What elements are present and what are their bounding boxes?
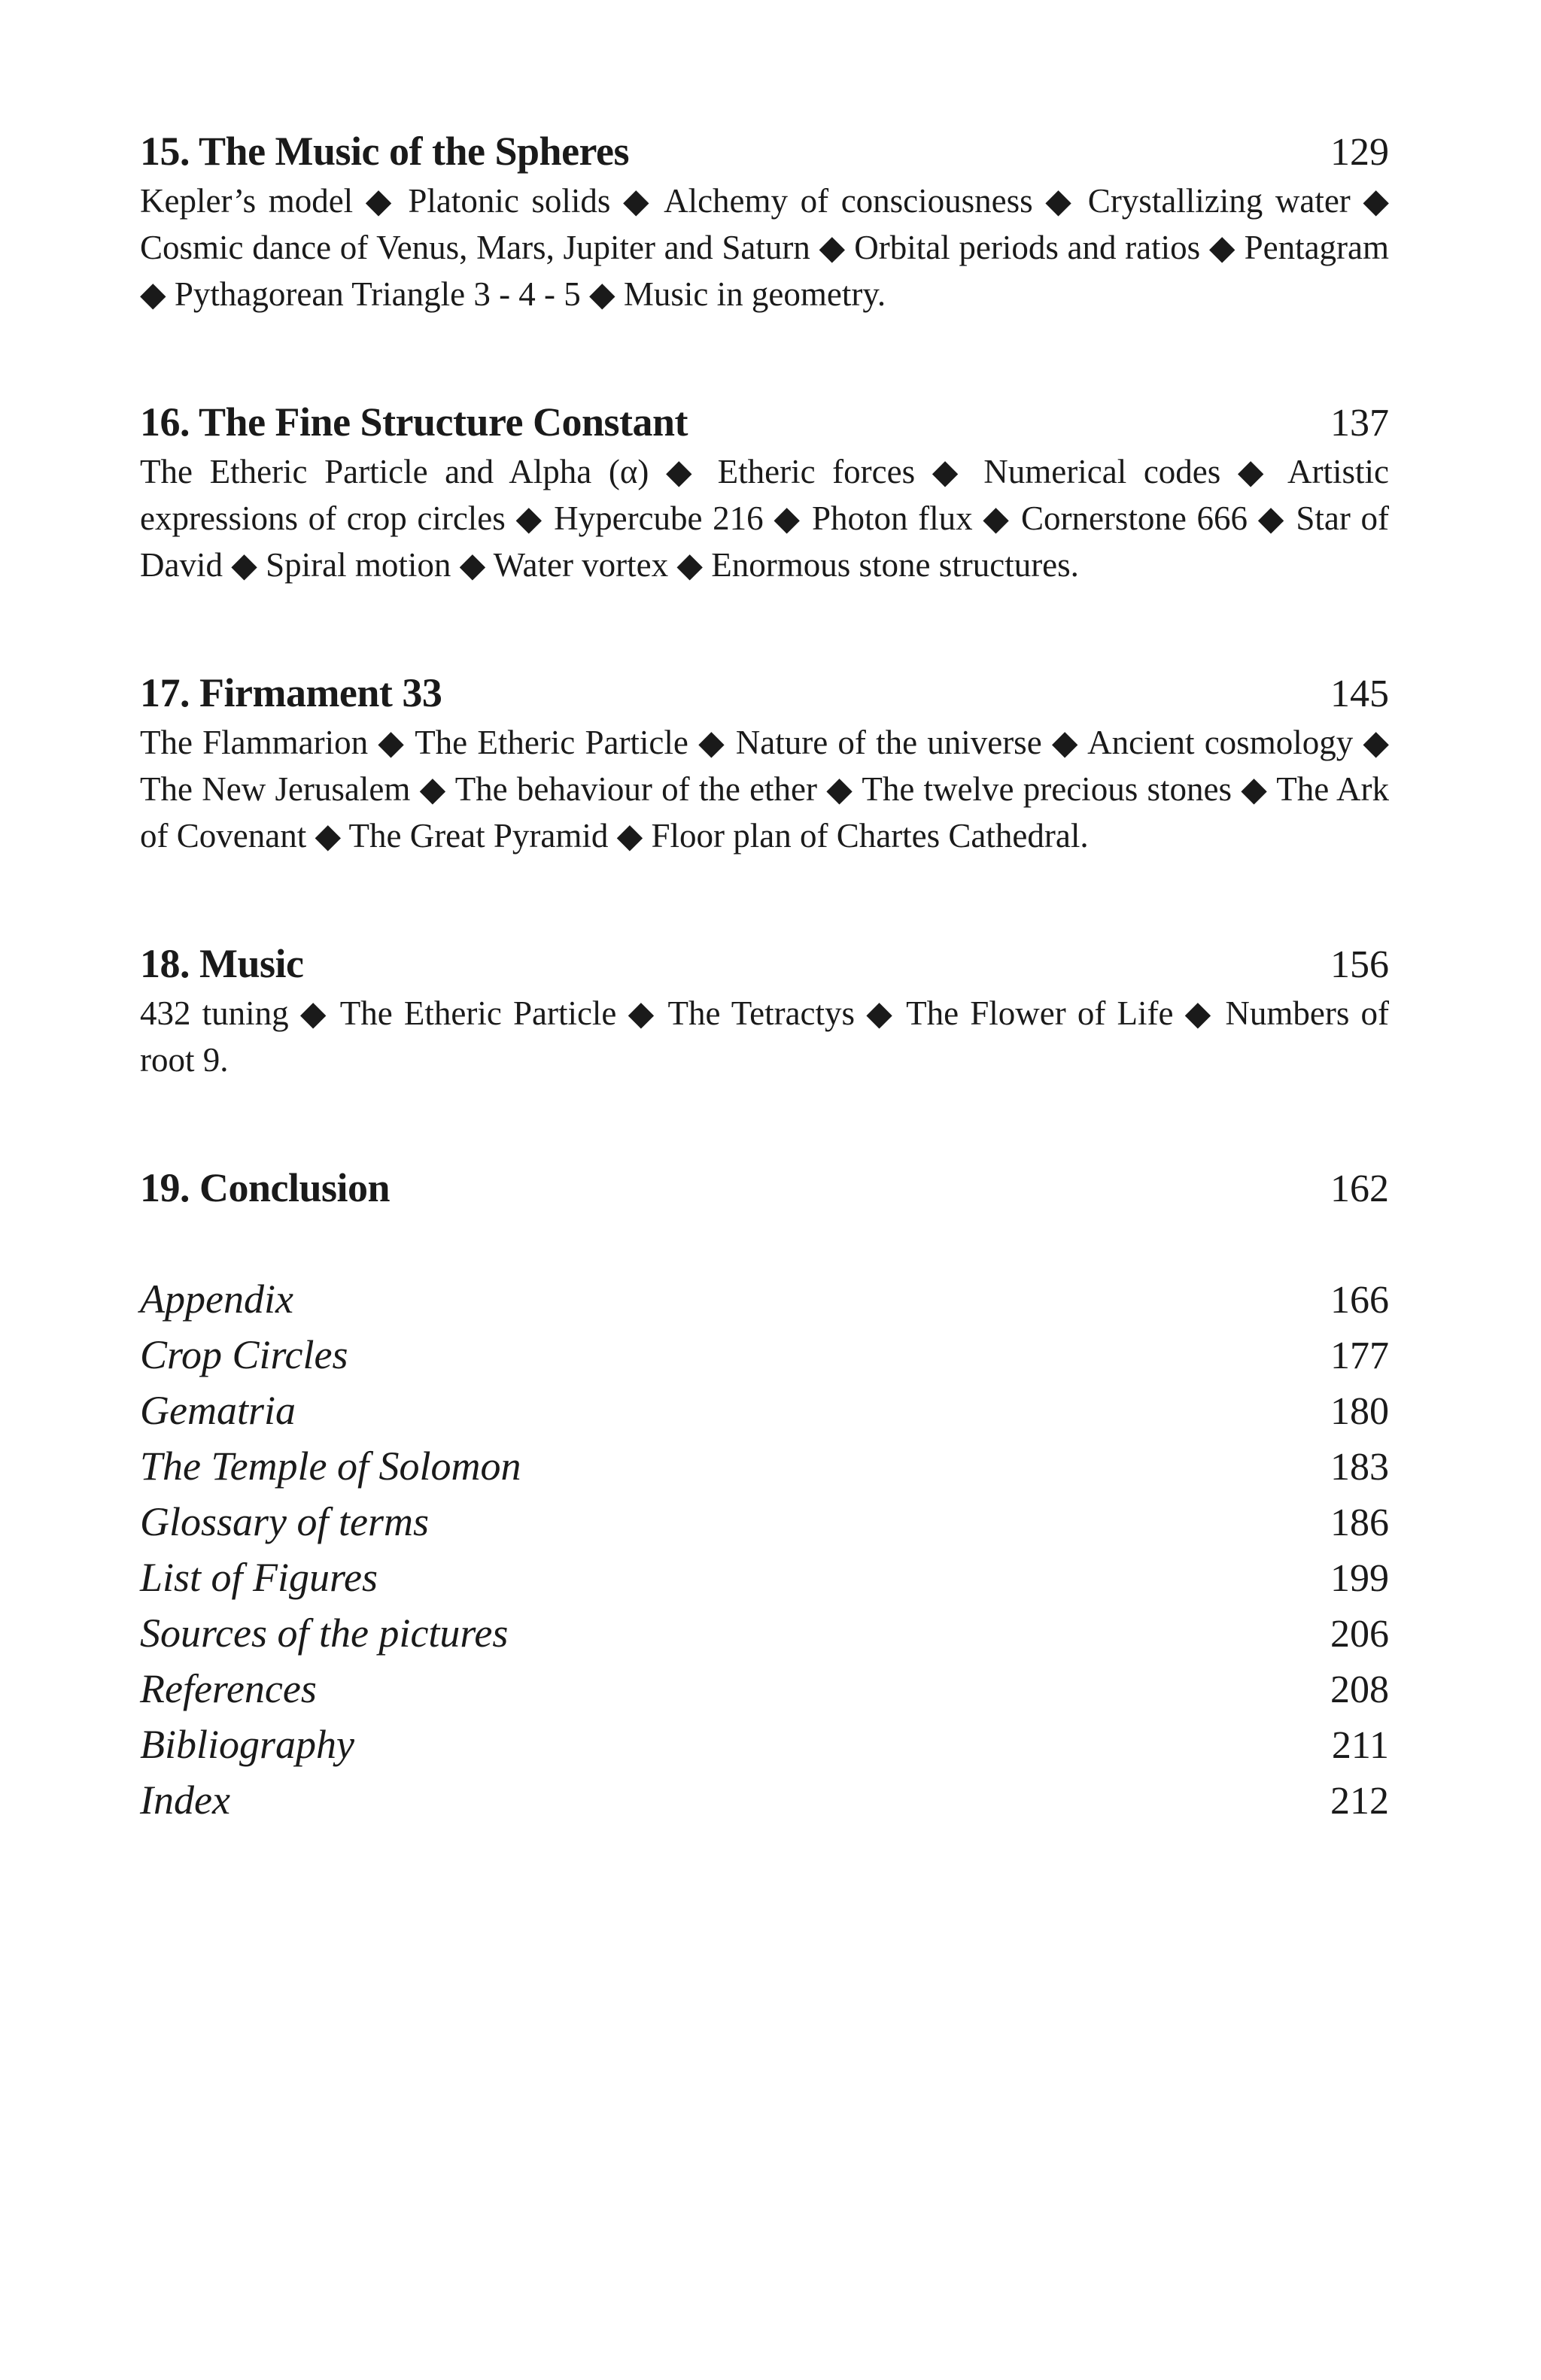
chapter-description: The Flammarion ◆ The Etheric Particle ◆ Nature of the universe ◆ Ancient cosmology ◆ The New Jerusalem ◆ The behaviour of the ether ◆ The twelve precious stones ◆ The Ark of Covenant ◆ The Great Pyramid ◆ Floor plan of Chartes Cathedral.	[140, 724, 1389, 855]
list-item	[140, 1276, 1389, 1331]
chapter-heading	[140, 1164, 1389, 1216]
appendix-page-number: 199	[1330, 1557, 1389, 1600]
chapter-title: 19. Conclusion	[140, 1165, 391, 1210]
table-of-contents	[140, 128, 1389, 1832]
appendix-page-number: 208	[1330, 1668, 1389, 1711]
chapter-title: 16. The Fine Structure Constant	[140, 399, 688, 445]
toc-chapter-17	[140, 669, 1389, 859]
list-item	[140, 1498, 1389, 1554]
toc-chapter-19	[140, 1164, 1389, 1216]
toc-chapter-15	[140, 128, 1389, 317]
appendix-page-number: 180	[1330, 1390, 1389, 1433]
chapter-description: 432 tuning ◆ The Etheric Particle ◆ The Tetractys ◆ The Flower of Life ◆ Numbers of root 9.	[140, 994, 1389, 1079]
list-item	[140, 1443, 1389, 1498]
list-item	[140, 1777, 1389, 1832]
appendix-label: The Temple of Solomon	[140, 1443, 521, 1489]
list-item	[140, 1331, 1389, 1387]
chapter-page-number: 156	[1330, 943, 1389, 986]
appendix-label: List of Figures	[140, 1555, 378, 1600]
chapter-page-number: 137	[1330, 402, 1389, 445]
chapter-title: 17. Firmament 33	[140, 670, 442, 715]
appendix-label: Index	[140, 1777, 230, 1823]
appendix-page-number: 212	[1330, 1780, 1389, 1823]
chapter-heading	[140, 128, 1389, 179]
appendix-list	[140, 1276, 1389, 1832]
appendix-label: Glossary of terms	[140, 1499, 430, 1544]
chapter-heading	[140, 940, 1389, 991]
appendix-page-number: 206	[1330, 1613, 1389, 1656]
appendix-label: Sources of the pictures	[140, 1610, 509, 1656]
list-item	[140, 1387, 1389, 1443]
appendix-label: Gematria	[140, 1388, 296, 1433]
toc-chapter-18	[140, 940, 1389, 1083]
chapter-description: The Etheric Particle and Alpha (α) ◆ Etheric forces ◆ Numerical codes ◆ Artistic expressions of crop circles ◆ Hypercube 216 ◆ Photon flux ◆ Cornerstone 666 ◆ Star of David ◆ Spiral motion ◆ Water vortex ◆ Enormous stone structures.	[140, 453, 1389, 584]
chapter-heading	[140, 399, 1389, 450]
list-item	[140, 1665, 1389, 1721]
chapter-title: 18. Music	[140, 941, 304, 986]
list-item	[140, 1554, 1389, 1610]
chapter-page-number: 162	[1330, 1167, 1389, 1210]
appendix-page-number: 186	[1330, 1501, 1389, 1544]
chapter-description: Kepler’s model ◆ Platonic solids ◆ Alchemy of consciousness ◆ Crystallizing water ◆ Cosmic dance of Venus, Mars, Jupiter and Saturn ◆ Orbital periods and ratios ◆ Pentagram ◆ Pythagorean Triangle 3 - 4 - 5 ◆ Music in geometry.	[140, 182, 1389, 313]
appendix-page-number: 166	[1330, 1279, 1389, 1322]
appendix-page-number: 183	[1330, 1446, 1389, 1489]
list-item	[140, 1610, 1389, 1665]
chapter-title: 15. The Music of the Spheres	[140, 129, 630, 174]
chapter-page-number: 129	[1330, 131, 1389, 174]
appendix-page-number: 211	[1331, 1724, 1389, 1767]
appendix-page-number: 177	[1330, 1334, 1389, 1377]
appendix-label: References	[140, 1666, 317, 1711]
toc-chapter-16	[140, 399, 1389, 588]
appendix-label: Bibliography	[140, 1722, 354, 1767]
appendix-label: Appendix	[140, 1277, 293, 1322]
chapter-page-number: 145	[1330, 672, 1389, 715]
chapter-heading	[140, 669, 1389, 721]
list-item	[140, 1721, 1389, 1777]
appendix-label: Crop Circles	[140, 1332, 348, 1377]
